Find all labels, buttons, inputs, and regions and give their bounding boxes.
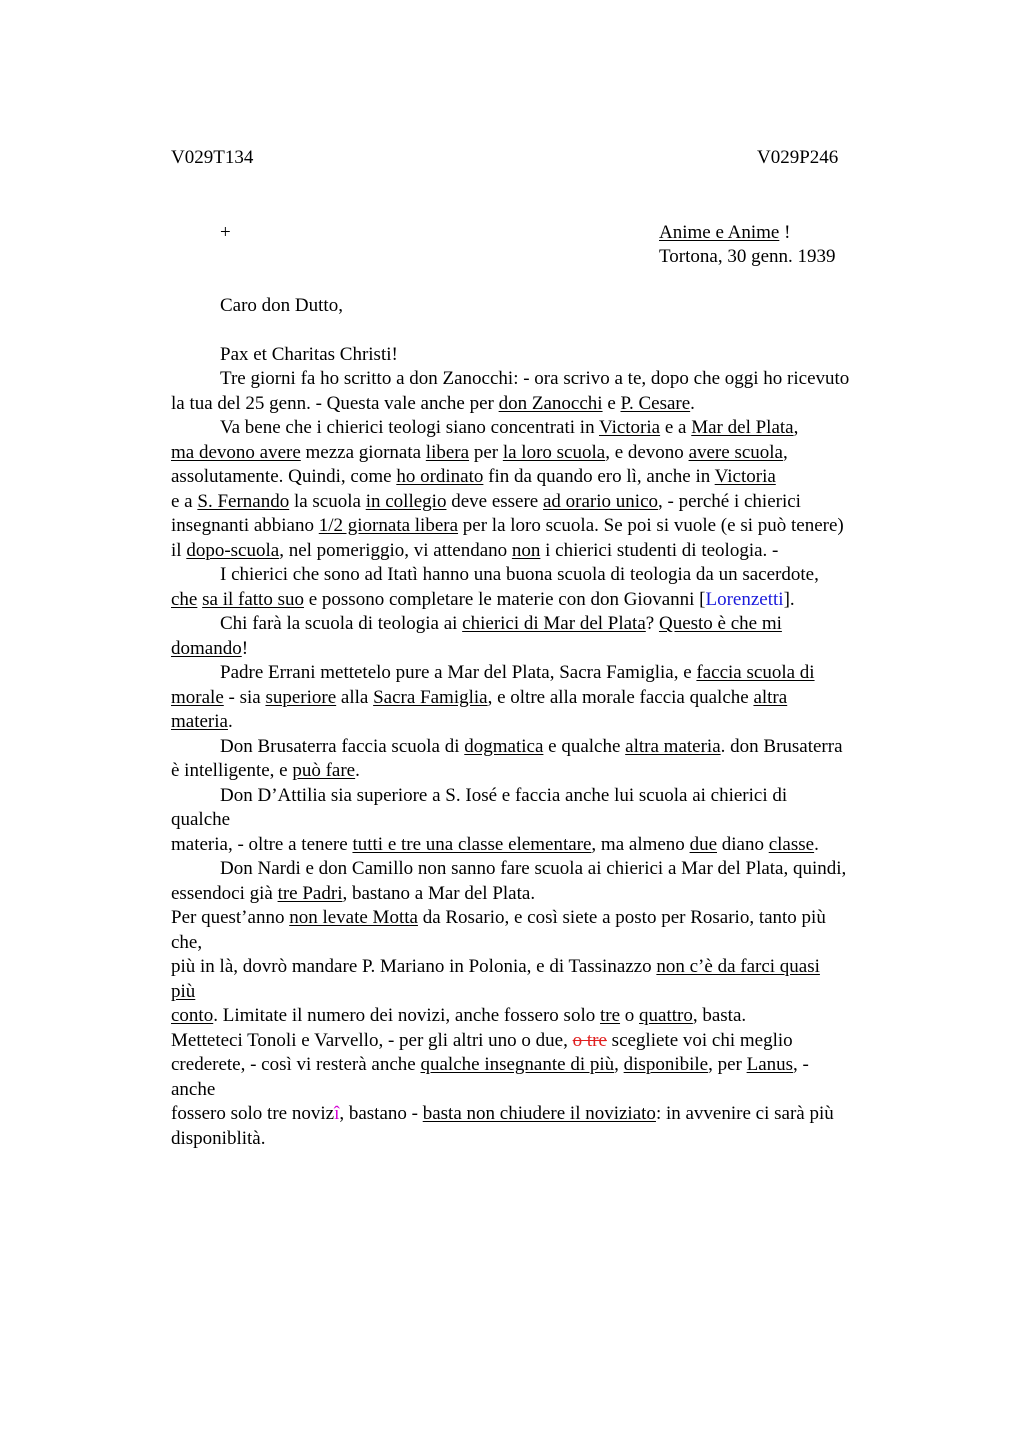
body-line — [171, 392, 931, 417]
text-run: diano — [717, 833, 769, 855]
underlined-text: tutti e tre una classe elementare — [352, 833, 592, 855]
left-archive-code: V029T134 — [171, 147, 254, 168]
body-line — [220, 784, 980, 809]
text-run: , — [793, 417, 799, 438]
text-run: , — [614, 1054, 624, 1075]
body-line — [171, 759, 931, 784]
body-line — [171, 906, 931, 931]
underlined-text: ho ordinato — [396, 466, 484, 487]
text-run: Don Brusaterra faccia scuola di — [220, 735, 465, 757]
text-run: che, — [171, 931, 203, 953]
underlined-text: che — [171, 588, 198, 610]
text-run: e — [602, 392, 621, 414]
underlined-text: basta non chiudere il noviziato — [422, 1103, 656, 1124]
underlined-text: libera — [425, 441, 470, 463]
text-run: . — [227, 711, 233, 732]
cross-mark: + — [220, 222, 231, 243]
text-run: e a — [660, 417, 692, 438]
body-line — [171, 490, 931, 515]
underlined-text: Mar del Plata — [691, 417, 794, 438]
body-line — [171, 588, 931, 613]
text-run: Per quest’anno — [171, 907, 290, 928]
text-run: , per — [708, 1054, 747, 1075]
underlined-text: materia — [171, 711, 228, 732]
underlined-text: Victoria — [598, 417, 661, 438]
text-run: : in avvenire ci sarà più — [655, 1103, 834, 1124]
body-line — [171, 686, 931, 711]
text-run: ? — [645, 613, 659, 634]
body-line — [220, 612, 980, 637]
body-line — [171, 441, 931, 466]
underlined-text: superiore — [265, 686, 337, 708]
underlined-text: faccia scuola di — [696, 662, 815, 683]
underlined-text: Lanus — [746, 1054, 794, 1075]
underlined-text: quattro — [639, 1005, 693, 1026]
underlined-text: conto — [171, 1005, 214, 1026]
salutation: Caro don Dutto, — [220, 295, 343, 316]
text-run: disponiblità. — [171, 1127, 266, 1149]
body-line — [220, 563, 980, 588]
underlined-text: due — [689, 833, 717, 855]
text-run: e qualche — [543, 735, 626, 757]
text-run: , - perché i chierici — [658, 490, 801, 512]
underlined-text: Sacra Famiglia — [373, 686, 488, 708]
underlined-text: qualche insegnante di più — [420, 1054, 615, 1075]
text-run: è intelligente, e — [171, 760, 293, 781]
underlined-text: non c’è da farci quasi — [656, 956, 820, 977]
body-line — [220, 367, 980, 392]
body-line — [171, 882, 931, 907]
text-run: Chi farà la scuola di teologia ai — [220, 613, 463, 634]
underlined-text: non — [511, 539, 541, 561]
body-line — [171, 1053, 931, 1078]
text-run: crederete, - così vi resterà anche — [171, 1054, 421, 1075]
text-run: il — [171, 539, 187, 561]
body-line — [171, 1004, 931, 1029]
body-line — [171, 931, 931, 956]
text-run: , basta. — [692, 1005, 747, 1026]
text-run: o — [620, 1005, 640, 1026]
body-line — [171, 955, 931, 980]
motto-text: Anime e Anime — [659, 222, 780, 243]
text-run: la tua del 25 genn. - Questa vale anche per — [171, 392, 499, 414]
text-run: , — [782, 441, 788, 463]
body-line — [171, 465, 931, 490]
text-run: . — [814, 833, 819, 855]
body-line — [171, 833, 931, 858]
underlined-text: Questo è che mi — [658, 613, 782, 634]
text-run: qualche — [171, 809, 231, 830]
body-line — [171, 1127, 931, 1152]
text-run: Va bene che i chierici teologi siano concentrati in — [220, 417, 599, 438]
underlined-text: più — [171, 980, 196, 1002]
underlined-text: morale — [171, 686, 224, 708]
text-run: . don Brusaterra — [720, 735, 843, 757]
underlined-text: la loro scuola — [502, 441, 606, 463]
underlined-text: in collegio — [365, 490, 447, 512]
underlined-text: disponibile — [623, 1054, 709, 1075]
text-run: alla — [336, 686, 374, 708]
text-run: deve essere — [446, 490, 543, 512]
text-run: , bastano a Mar del Plata. — [342, 882, 536, 904]
underlined-text: domando — [171, 637, 242, 659]
body-line — [220, 735, 980, 760]
body-line — [171, 980, 931, 1005]
text-run: mezza giornata — [300, 441, 426, 463]
text-run: I chierici che sono ad Itatì hanno una buona scuola di teologia da un sacerdote, — [220, 564, 819, 585]
underlined-text: S. Fernando — [197, 490, 290, 512]
blue-text: Lorenzetti — [705, 588, 784, 610]
text-run: anche — [171, 1078, 216, 1100]
strike-text: o tre — [572, 1029, 607, 1051]
underlined-text: altra — [753, 686, 788, 708]
right-archive-code: V029P246 — [757, 147, 839, 168]
body-line — [171, 637, 931, 662]
place-date: Tortona, 30 genn. 1939 — [659, 246, 836, 267]
text-run: da Rosario, e così siete a posto per Rosario, tanto più — [417, 907, 826, 928]
underlined-text: altra materia — [625, 735, 721, 757]
underlined-text: P. Cesare — [620, 392, 691, 414]
body-line — [220, 416, 980, 441]
text-run: e a — [171, 490, 198, 512]
body-line — [220, 857, 980, 882]
text-run: ]. — [783, 588, 795, 610]
text-run: Don D’Attilia sia superiore a S. Iosé e faccia anche lui scuola ai chierici di — [220, 784, 788, 806]
body-line — [171, 710, 931, 735]
text-run: insegnanti abbiano — [171, 515, 319, 536]
underlined-text: non levate Motta — [289, 907, 418, 928]
body-line — [171, 1102, 931, 1127]
text-run: per — [469, 441, 503, 463]
text-run: assolutamente. Quindi, come — [171, 466, 397, 487]
text-run: , e oltre alla morale faccia qualche — [487, 686, 754, 708]
body-line — [171, 1078, 931, 1103]
text-run: - sia — [223, 686, 266, 708]
text-run: Padre Errani mettetelo pure a Mar del Plata, Sacra Famiglia, e — [220, 662, 697, 683]
text-run: , bastano - — [339, 1103, 423, 1124]
text-run: i chierici studenti di teologia. - — [540, 539, 779, 561]
motto — [659, 221, 1024, 246]
text-run: , e devono — [605, 441, 689, 463]
underlined-text: tre Padri — [277, 882, 343, 904]
text-run: fossero solo tre noviz — [171, 1103, 335, 1124]
underlined-text: Victoria — [714, 466, 776, 487]
underlined-text: può fare — [292, 760, 356, 781]
text-run: più in là, dovrò mandare P. Mariano in Polonia, e di Tassinazzo — [171, 956, 657, 977]
underlined-text: ma devono avere — [171, 441, 301, 463]
motto-suffix: ! — [779, 222, 791, 243]
underlined-text: don Zanocchi — [498, 392, 603, 414]
text-run: . — [355, 760, 360, 781]
underlined-text: 1/2 giornata libera — [318, 515, 459, 536]
text-run: scegliete voi chi meglio — [606, 1029, 793, 1051]
body-line — [171, 808, 931, 833]
text-run: , nel pomeriggio, vi attendano — [279, 539, 512, 561]
underlined-text: ad orario unico — [542, 490, 658, 512]
magenta-text: î — [334, 1103, 340, 1124]
text-run: . — [690, 392, 695, 414]
text-run: , - — [793, 1054, 809, 1075]
underlined-text: avere scuola — [688, 441, 783, 463]
body-line — [171, 539, 931, 564]
text-run: la scuola — [289, 490, 366, 512]
text-run: . Limitate il numero dei novizi, anche fossero solo — [213, 1005, 600, 1026]
text-run: materia, - oltre a tenere — [171, 833, 353, 855]
underlined-text: dopo-scuola — [186, 539, 280, 561]
text-run: fin da quando ero lì, anche in — [483, 466, 715, 487]
text-run: Tre giorni fa ho scritto a don Zanocchi: - ora scrivo a te, dopo che oggi ho ricevuto — [220, 368, 850, 389]
underlined-text: tre — [599, 1005, 621, 1026]
text-run: per la loro scuola. Se poi si vuole (e si può tenere) — [458, 515, 844, 536]
greeting: Pax et Charitas Christi! — [220, 344, 398, 365]
body-line — [220, 661, 980, 686]
underlined-text: sa il fatto suo — [202, 588, 304, 610]
body-line — [171, 514, 931, 539]
text-run: Don Nardi e don Camillo non sanno fare scuola ai chierici a Mar del Plata, quindi, — [220, 858, 847, 879]
body-line — [171, 1029, 931, 1054]
text-run: e possono completare le materie con don Giovanni [ — [303, 588, 706, 610]
text-run: ! — [241, 637, 249, 659]
underlined-text: chierici di Mar del Plata — [462, 613, 646, 634]
text-run: , ma almeno — [591, 833, 690, 855]
underlined-text: dogmatica — [464, 735, 544, 757]
text-run: essendoci già — [171, 882, 278, 904]
underlined-text: classe — [768, 833, 815, 855]
text-run: Metteteci Tonoli e Varvello, - per gli altri uno o due, — [171, 1029, 573, 1051]
